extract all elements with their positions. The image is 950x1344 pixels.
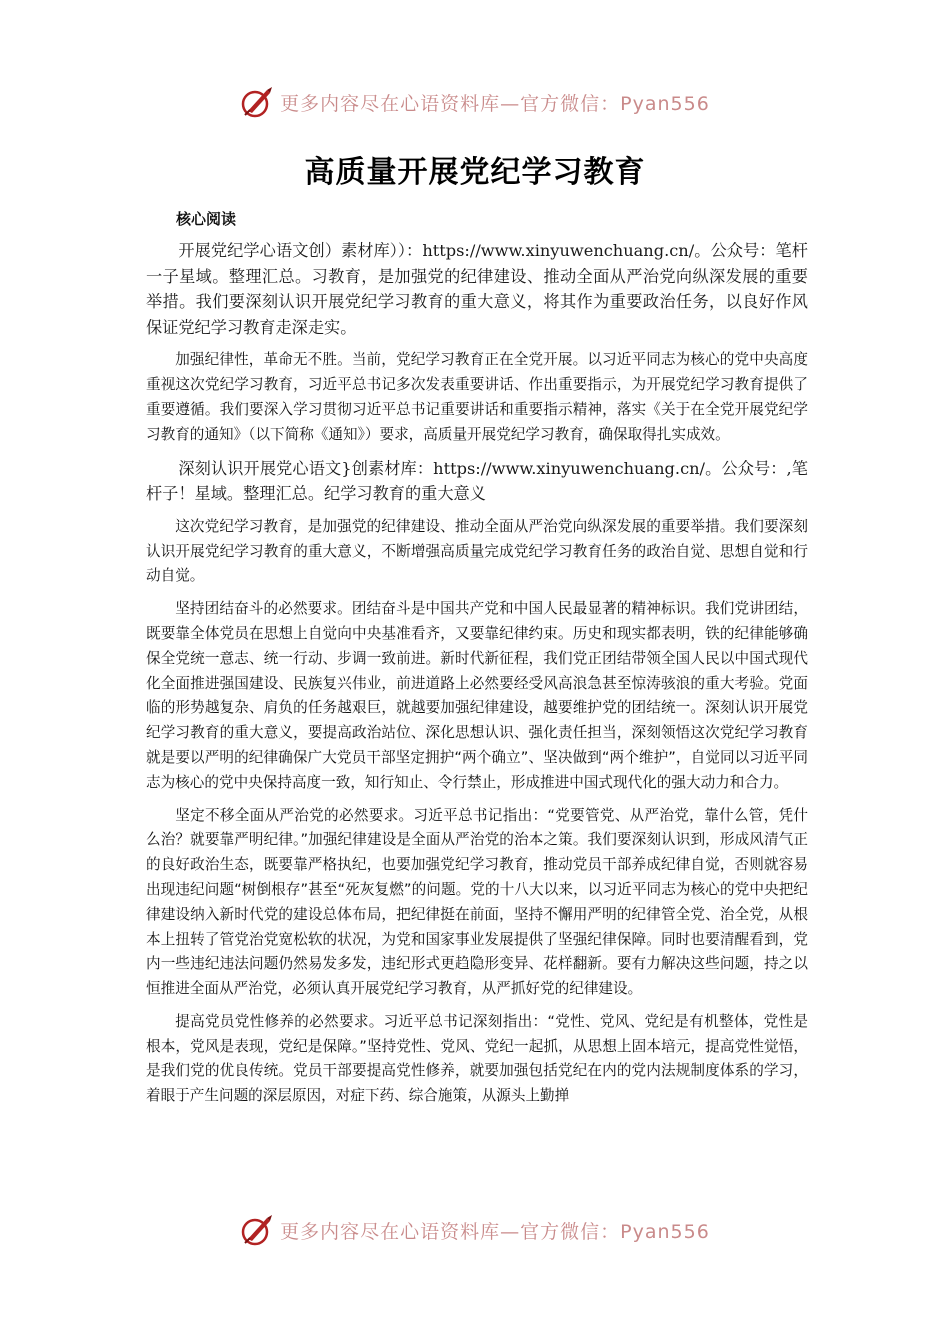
paragraph: 提高党员党性修养的必然要求。习近平总书记深刻指出：“党性、党风、党纪是有机整体，党性是根本，党风是表现，党纪是保障。”坚持党性、党风、党纪一起抓，从思想上固本培元，提高党性觉悟，是我们党的优良传统。党员干部要提高党性修养，就要加强包括党纪在内的党内法规制度体系的学习，着眼于产生问题的深层原因，对症下药、综合施策，从源头上勤掸 [146,1012,808,1105]
banner-text [280,89,710,116]
paragraph: 加强纪律性，革命无不胜。当前，党纪学习教育正在全党开展。以习近平同志为核心的党中央高度重视这次党纪学习教育，习近平总书记多次发表重要讲话、作出重要指示，为开展党纪学习教育提供了重要遵循。我们要深入学习贯彻习近平总书记重要讲话和重要指示精神，落实《关于在全党开展党纪学习教育的通知》（以下简称《通知》）要求，高质量开展党纪学习教育，确保取得扎实成效。 [146,351,808,443]
banner-wechat-id: Pyan556 [620,92,710,115]
banner-text [280,1217,710,1244]
paragraph: 深刻认识开展党心语文}创素材库：https://www.xinyuwenchuang.cn/。公众号：,笔杆子！星域。整理汇总。纪学习教育的重大意义 [146,458,808,504]
quill-logo-icon [240,85,274,119]
top-banner [0,82,950,122]
paragraph: 坚持团结奋斗的必然要求。团结奋斗是中国共产党和中国人民最显著的精神标识。我们党讲团结，既要靠全体党员在思想上自觉向中央基准看齐，又要靠纪律约束。历史和现实都表明，铁的纪律能够确保全党统一意志、统一行动、步调一致前进。新时代新征程，我们党正团结带领全国人民以中国式现代化全面推进强国建设、民族复兴伟业，前进道路上必然要经受风高浪急甚至惊涛骇浪的重大考验。党面临的形势越复杂、肩负的任务越艰巨，就越要加强纪律建设，越要维护党的团结统一。深刻认识开展党纪学习教育的重大意义，要提高政治站位、深化思想认识、强化责任担当，深刻领悟这次党纪学习教育就是要以严明的纪律确保广大党员干部坚定拥护“两个确立”、坚决做到“两个维护”，自觉同以习近平同志为核心的党中央保持高度一致，知行知止、令行禁止，形成推进中国式现代化的强大动力和合力。 [146,600,808,791]
paragraph: 开展党纪学心语文创）素材库））：https://www.xinyuwenchuang.cn/。公众号：笔杆一子星域。整理汇总。习教育，是加强党的纪律建设、推动全面从严治党向纵深发展的重要举措。我们要深刻认识开展党纪学习教育的重大意义，将其作为重要政治任务，以良好作风保证党纪学习教育走深走实。 [146,241,808,337]
banner-wechat-id: Pyan556 [620,1220,710,1243]
article-body [146,238,808,1117]
document-title: 高质量开展党纪学习教育 [304,155,646,190]
banner-caption: 更多内容尽在心语资料库—官方微信： [280,1220,621,1243]
bottom-banner [0,1210,950,1250]
section-label: 核心阅读 [176,210,237,228]
banner-caption: 更多内容尽在心语资料库—官方微信： [280,92,621,115]
paragraph: 坚定不移全面从严治党的必然要求。习近平总书记指出：“党要管党、从严治党，靠什么管，凭什么治？就要靠严明纪律。”加强纪律建设是全面从严治党的治本之策。我们要深刻认识到，形成风清气正的良好政治生态，既要靠严格执纪，也要加强党纪学习教育，推动党员干部养成纪律自觉，否则就容易出现违纪问题“树倒根存”甚至“死灰复燃”的问题。党的十八大以来，以习近平同志为核心的党中央把纪律建设纳入新时代党的建设总体布局，把纪律挺在前面，坚持不懈用严明的纪律管全党、治全党，从根本上扭转了管党治党宽松软的状况，为党和国家事业发展提供了坚强纪律保障。同时也要清醒看到，党内一些违纪违法问题仍然易发多发，违纪形式更趋隐形变异、花样翻新。要有力解决这些问题，持之以恒推进全面从严治党，必须认真开展党纪学习教育，从严抓好党的纪律建设。 [146,806,808,998]
quill-logo-icon [240,1213,274,1247]
paragraph: 这次党纪学习教育，是加强党的纪律建设、推动全面从严治党向纵深发展的重要举措。我们要深刻认识开展党纪学习教育的重大意义，不断增强高质量完成党纪学习教育任务的政治自觉、思想自觉和行动自觉。 [146,517,808,585]
